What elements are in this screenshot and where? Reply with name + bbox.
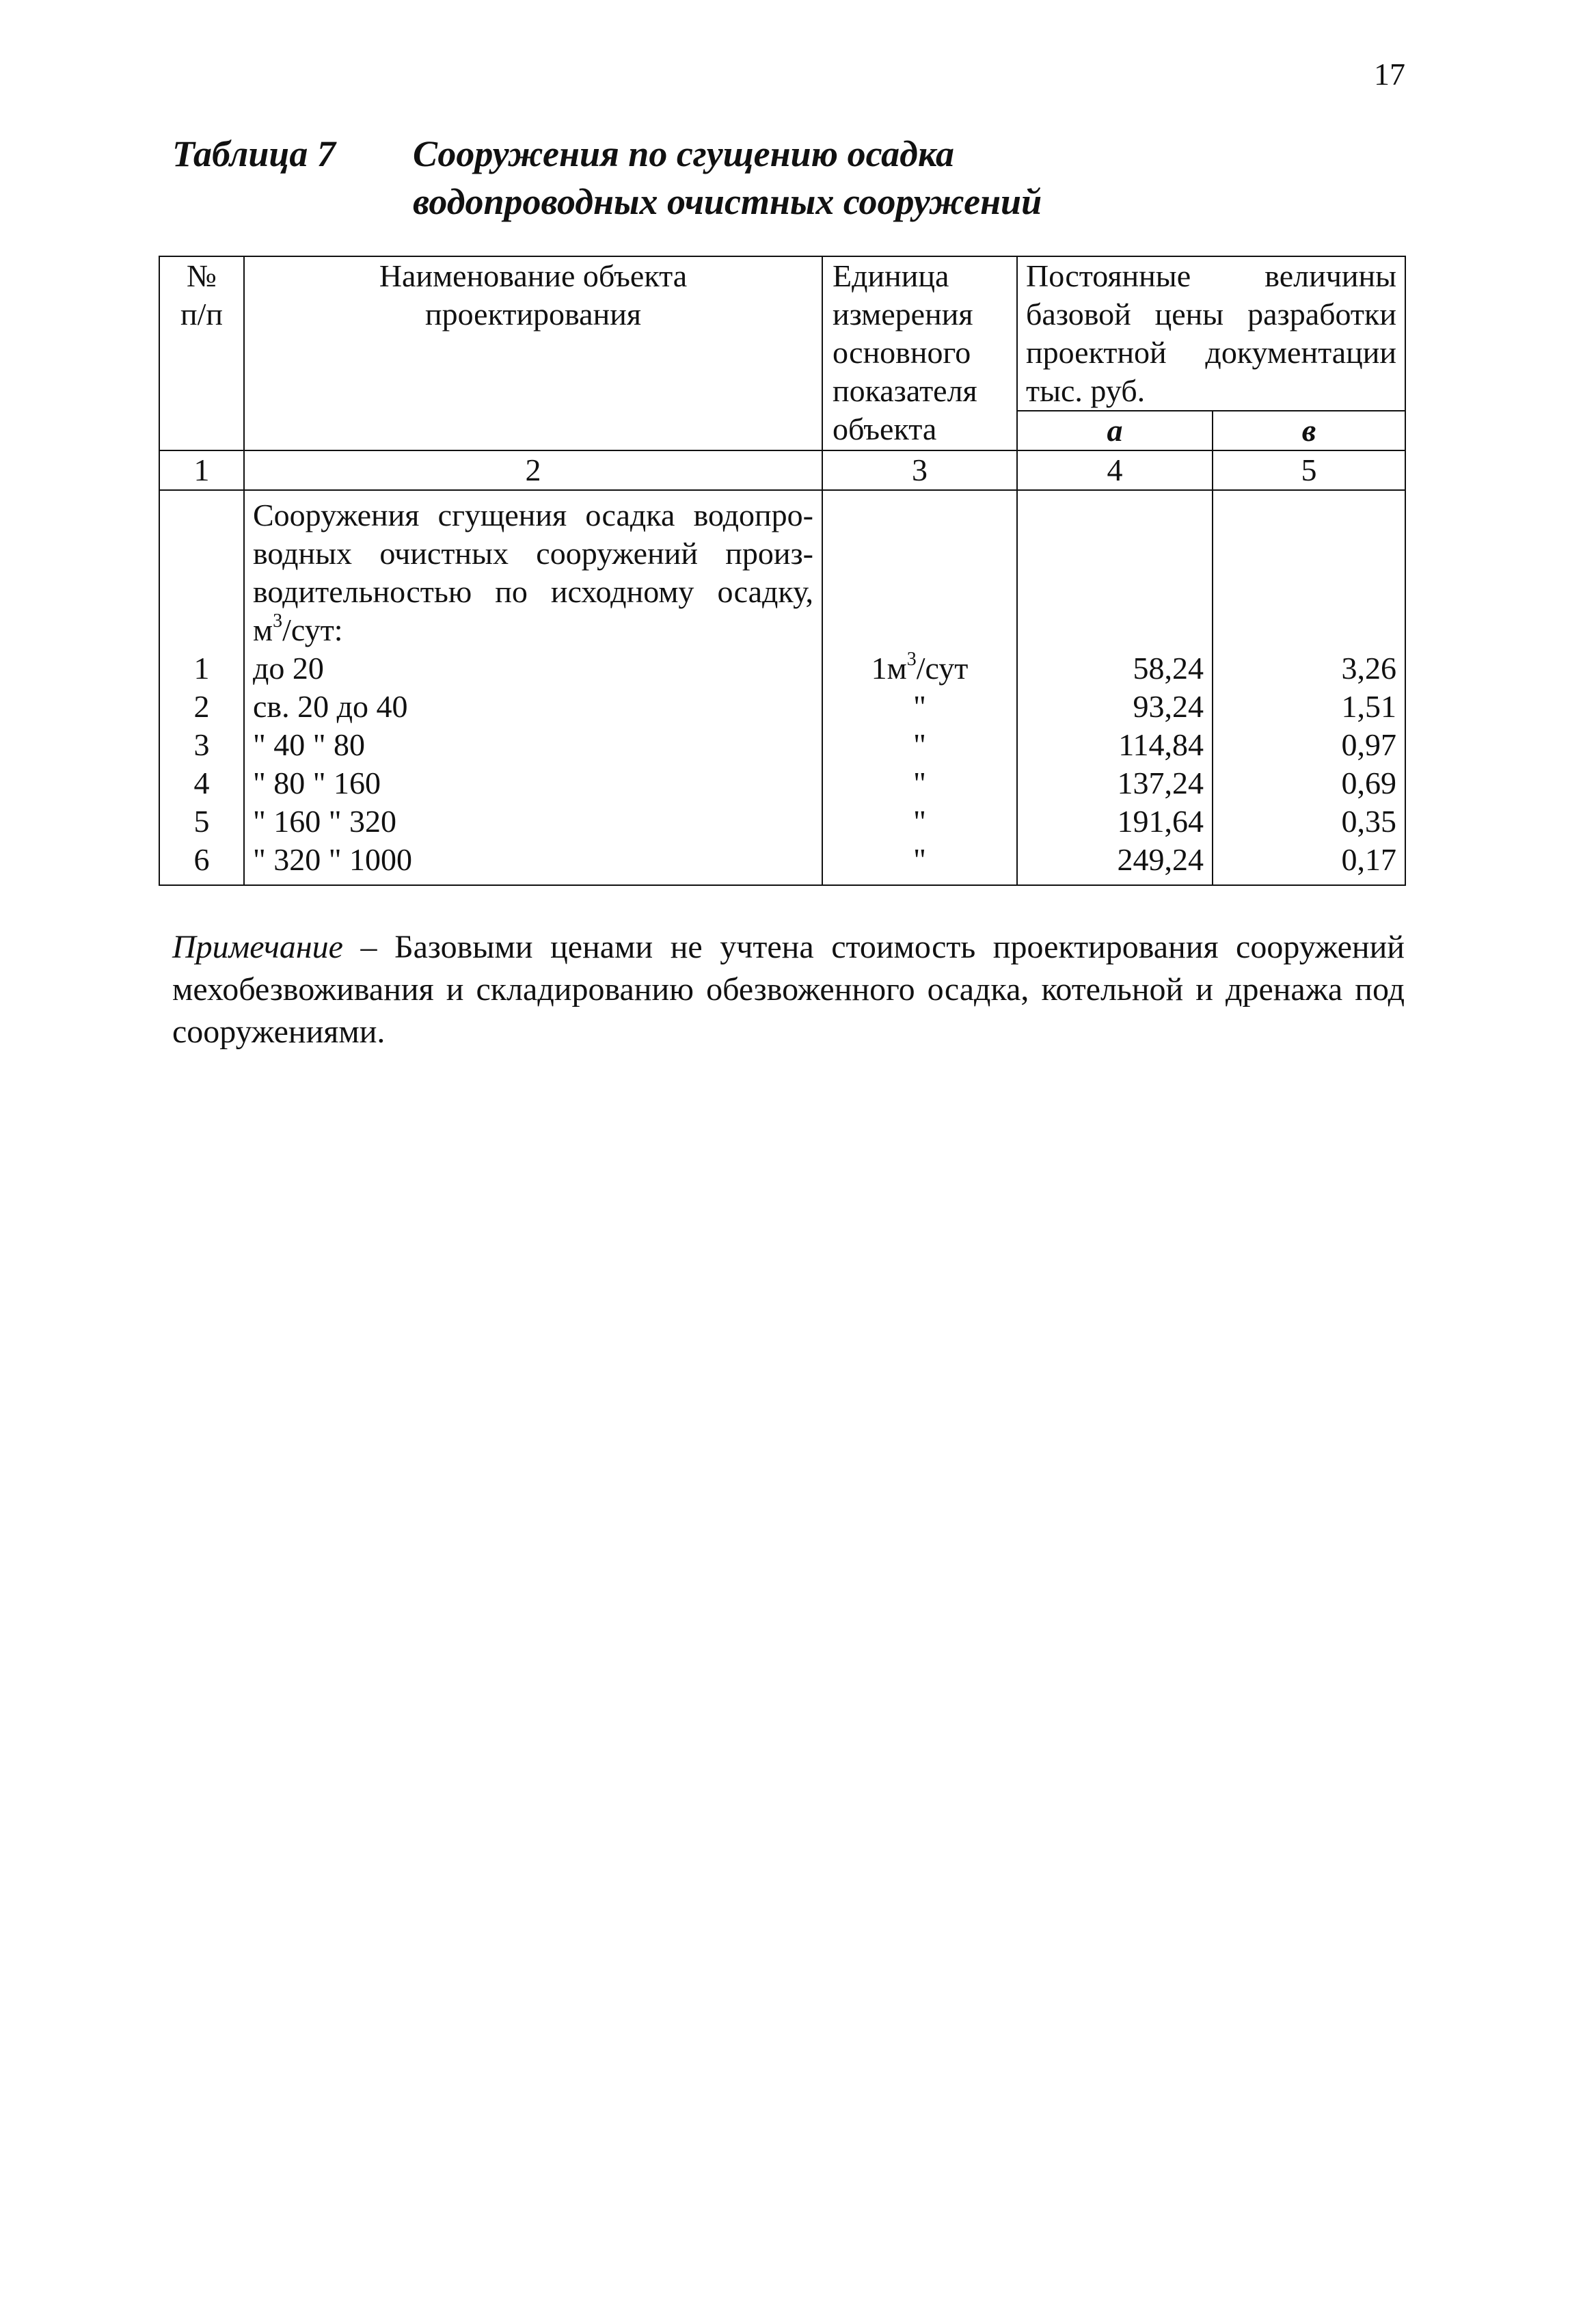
value-a: 249,24 [1117,842,1204,877]
data-body-row [159,490,1405,885]
header-price: Постоянные величины базовой цены разработки проектной документации тыс. руб. [1017,256,1405,411]
row-name: " 160 " 320 [253,804,397,839]
value-b: 0,35 [1341,804,1396,839]
row-name: св. 20 до 40 [253,689,408,724]
value-a: 93,24 [1133,689,1204,724]
row-name: " 40 " 80 [253,727,366,762]
value-a: 137,24 [1117,766,1204,800]
row-unit-ditto: " [913,804,926,839]
note-text: Базовыми ценами не учтена стоимость проектирования сооружений мехобезвоживания и складированию обезвоженного осадка, котельной и дренажа под сооружениями. [172,929,1405,1050]
group-title-line: водных очистных сооружений произ- [253,536,813,571]
value-b: 0,97 [1341,727,1396,762]
column-number-row [159,450,1405,490]
row-unit-ditto: " [913,689,926,724]
page-number: 17 [1374,57,1405,92]
price-table [159,256,1406,886]
note-label: Примечание [172,929,343,965]
header-b: в [1213,411,1405,450]
column-number: 1 [159,450,244,490]
row-unit-ditto: " [913,766,926,800]
header-num: № п/п [159,256,244,450]
row-unit-ditto: " [913,842,926,877]
group-title-line: $м^3$/сут: [253,610,343,647]
header-a: а [1017,411,1213,450]
table-title-line-2: водопроводных очистных сооружений [413,181,1042,222]
table-label: Таблица 7 [172,133,336,174]
column-number: 3 [822,450,1017,490]
group-title-line: Сооружения сгущения осадка водопро- [253,498,813,532]
row-values-a [1017,490,1213,885]
row-unit: $1м^3$/сут [871,649,969,686]
row-name: до 20 [253,651,324,686]
table-title-line-1: Сооружения по сгущению осадка [413,133,954,174]
table-title [413,130,1301,226]
row-name: " 320 " 1000 [253,842,413,877]
value-b: 1,51 [1341,689,1396,724]
column-number: 4 [1017,450,1213,490]
note-dash: – [342,929,395,965]
column-number: 2 [244,450,822,490]
value-b: 0,17 [1341,842,1396,877]
row-values-b [1213,490,1405,885]
column-number: 5 [1213,450,1405,490]
row-units [822,490,1017,885]
value-b: 3,26 [1341,651,1396,686]
header-unit: Единица измерения основного показателя объекта [822,256,1017,450]
header-row [159,256,1405,411]
header-name: Наименование объекта проектирования [244,256,822,450]
value-a: 114,84 [1118,727,1204,762]
row-numbers: 1 2 3 4 5 6 [159,490,244,885]
row-unit-ditto: " [913,727,926,762]
value-b: 0,69 [1341,766,1396,800]
value-a: 58,24 [1133,651,1204,686]
group-title-line: водительностью по исходному осадку, [253,574,813,609]
note [172,926,1405,1053]
row-names [244,490,822,885]
value-a: 191,64 [1117,804,1204,839]
row-name: " 80 " 160 [253,766,381,800]
